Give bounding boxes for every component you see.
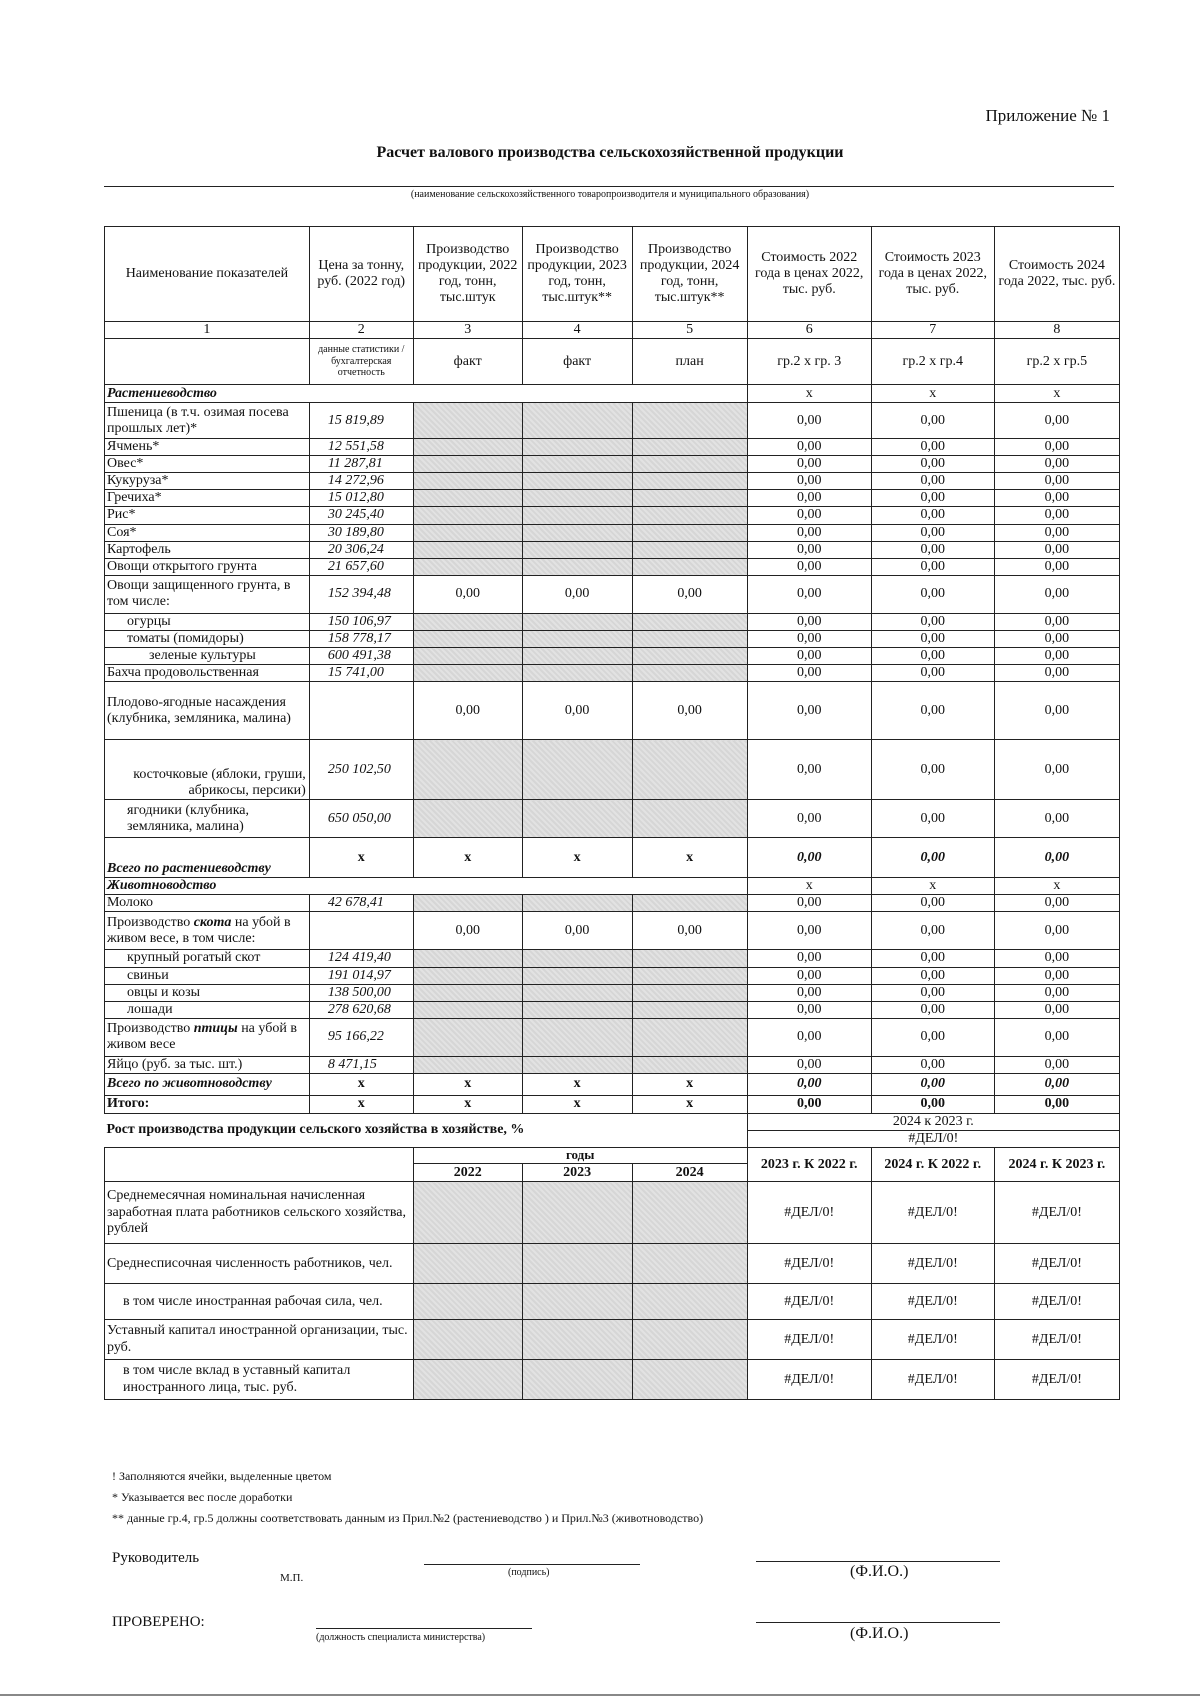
input-cell[interactable] bbox=[522, 403, 632, 439]
table-row: Молоко 42 678,41 0,00 0,00 0,00 bbox=[105, 895, 1120, 912]
row-name: Производство скота на убой в живом весе, в том числе: bbox=[105, 912, 310, 950]
price-input[interactable]: 42 678,41 bbox=[309, 895, 413, 912]
input-cell[interactable] bbox=[522, 1001, 632, 1018]
input-cell[interactable] bbox=[632, 456, 747, 473]
ratio-header: 2024 г. К 2023 г. bbox=[994, 1148, 1119, 1182]
growth-title: Рост производства продукции сельского хозяйства в хозяйстве, % bbox=[106, 1122, 525, 1138]
input-cell[interactable] bbox=[632, 439, 747, 456]
input-cell[interactable] bbox=[522, 439, 632, 456]
total-row-animal: Всего по животноводству х х х х 0,00 0,00 0,00 bbox=[105, 1073, 1120, 1095]
price-input[interactable]: 150 106,97 bbox=[309, 613, 413, 630]
col-number: 1 bbox=[105, 322, 310, 339]
row-name: Кукуруза* bbox=[105, 473, 310, 490]
table-row: Овощи защищенного грунта, в том числе: 152 394,48 0,00 0,00 0,00 0,00 0,00 0,00 bbox=[105, 575, 1120, 613]
input-cell[interactable] bbox=[522, 1056, 632, 1073]
input-cell[interactable] bbox=[522, 1182, 632, 1244]
input-cell[interactable] bbox=[522, 665, 632, 682]
table-row: Кукуруза* 14 272,96 0,00 0,00 0,00 bbox=[105, 473, 1120, 490]
formula-note: гр.2 х гр.4 bbox=[871, 339, 994, 385]
input-cell[interactable] bbox=[632, 507, 747, 524]
row-name: огурцы bbox=[105, 613, 310, 630]
input-cell[interactable] bbox=[522, 1244, 632, 1284]
input-cell[interactable] bbox=[632, 1018, 747, 1056]
input-cell[interactable] bbox=[413, 665, 522, 682]
row-name: Производство птицы на убой в живом весе bbox=[105, 1018, 310, 1056]
input-cell[interactable] bbox=[632, 1284, 747, 1320]
col-header-cost-2024: Стоимость 2024 года 2022, тыс. руб. bbox=[994, 227, 1119, 322]
footnote: * Указывается вес после доработки bbox=[112, 1490, 293, 1504]
col-number: 7 bbox=[871, 322, 994, 339]
table-row: лошади 278 620,68 0,00 0,00 0,00 bbox=[105, 1001, 1120, 1018]
input-cell[interactable] bbox=[632, 490, 747, 507]
input-cell[interactable] bbox=[632, 800, 747, 838]
row-name: Итого: bbox=[105, 1095, 310, 1113]
input-cell[interactable] bbox=[413, 630, 522, 647]
input-cell[interactable] bbox=[522, 984, 632, 1001]
input-cell[interactable] bbox=[522, 613, 632, 630]
price-input[interactable]: 21 657,60 bbox=[309, 558, 413, 575]
input-cell[interactable] bbox=[632, 665, 747, 682]
col-header-cost-2022: Стоимость 2022 года в ценах 2022, тыс. руб. bbox=[747, 227, 871, 322]
producer-line bbox=[104, 186, 1114, 187]
input-cell[interactable] bbox=[632, 1320, 747, 1360]
table-row: Производство скота на убой в живом весе, в том числе: 0,00 0,00 0,00 0,00 0,00 0,00 bbox=[105, 912, 1120, 950]
input-cell[interactable] bbox=[413, 1056, 522, 1073]
position-caption: (должность специалиста министерства) bbox=[316, 1632, 486, 1643]
price-input[interactable]: 15 819,89 bbox=[309, 403, 413, 439]
input-cell[interactable] bbox=[632, 1056, 747, 1073]
section-row-animal: Животноводство х х х bbox=[105, 878, 1120, 895]
input-cell[interactable] bbox=[413, 439, 522, 456]
row-name: зеленые культуры bbox=[105, 648, 310, 665]
years-label-row bbox=[105, 1148, 1120, 1164]
price-input[interactable]: 152 394,48 bbox=[309, 575, 413, 613]
growth-row: Уставный капитал иностранной организации, тыс. руб. #ДЕЛ/0! #ДЕЛ/0! #ДЕЛ/0! bbox=[105, 1320, 1120, 1360]
input-cell[interactable] bbox=[522, 648, 632, 665]
input-cell[interactable] bbox=[632, 630, 747, 647]
input-cell[interactable] bbox=[413, 1018, 522, 1056]
input-cell[interactable] bbox=[413, 740, 522, 800]
footnote: ! Заполняются ячейки, выделенные цветом bbox=[112, 1469, 332, 1483]
formula-note: гр.2 х гр.5 bbox=[994, 339, 1119, 385]
row-name: Всего по животноводству bbox=[105, 1073, 310, 1095]
row-name: Среднесписочная численность работников, чел. bbox=[105, 1244, 414, 1284]
table-row: овцы и козы 138 500,00 0,00 0,00 0,00 bbox=[105, 984, 1120, 1001]
table-row: томаты (помидоры) 158 778,17 0,00 0,00 0,00 bbox=[105, 630, 1120, 647]
input-cell[interactable] bbox=[632, 1001, 747, 1018]
input-cell[interactable] bbox=[632, 740, 747, 800]
input-cell[interactable] bbox=[522, 541, 632, 558]
input-cell[interactable] bbox=[632, 403, 747, 439]
formula-note: гр.2 х гр. 3 bbox=[747, 339, 871, 385]
checked-label: ПРОВЕРЕНО: bbox=[112, 1614, 205, 1630]
appendix-label: Приложение № 1 bbox=[985, 106, 1110, 125]
row-name: овцы и козы bbox=[105, 984, 310, 1001]
row-name: Бахча продовольственная bbox=[105, 665, 310, 682]
input-cell[interactable] bbox=[522, 950, 632, 967]
row-name: в том числе иностранная рабочая сила, чел. bbox=[105, 1284, 414, 1320]
price-input[interactable]: 95 166,22 bbox=[309, 1018, 413, 1056]
notes-row bbox=[105, 339, 1120, 385]
growth-row: в том числе иностранная рабочая сила, чел. #ДЕЛ/0! #ДЕЛ/0! #ДЕЛ/0! bbox=[105, 1284, 1120, 1320]
row-name: Уставный капитал иностранной организации, тыс. руб. bbox=[105, 1320, 414, 1360]
input-cell[interactable] bbox=[522, 1320, 632, 1360]
input-cell[interactable] bbox=[632, 524, 747, 541]
table-row: ягодники (клубника, земляника, малина) 650 050,00 0,00 0,00 0,00 bbox=[105, 800, 1120, 838]
input-cell[interactable] bbox=[522, 456, 632, 473]
row-name: Пшеница (в т.ч. озимая посева прошлых лет)* bbox=[105, 403, 310, 439]
ratio-header: 2023 г. К 2022 г. bbox=[747, 1148, 871, 1182]
table-row: Ячмень* 12 551,58 0,00 0,00 0,00 bbox=[105, 439, 1120, 456]
table-row: Рис* 30 245,40 0,00 0,00 0,00 bbox=[105, 507, 1120, 524]
input-cell[interactable] bbox=[522, 895, 632, 912]
input-cell[interactable] bbox=[522, 740, 632, 800]
table-row: Бахча продовольственная 15 741,00 0,00 0,00 0,00 bbox=[105, 665, 1120, 682]
year-header: 2023 bbox=[522, 1164, 632, 1182]
section-title: Растениеводство bbox=[105, 385, 748, 403]
input-cell[interactable] bbox=[413, 403, 522, 439]
table-row: Соя* 30 189,80 0,00 0,00 0,00 bbox=[105, 524, 1120, 541]
table-row: Овощи открытого грунта 21 657,60 0,00 0,00 0,00 bbox=[105, 558, 1120, 575]
input-cell[interactable] bbox=[522, 524, 632, 541]
growth-row: Среднесписочная численность работников, чел. #ДЕЛ/0! #ДЕЛ/0! #ДЕЛ/0! bbox=[105, 1244, 1120, 1284]
input-cell[interactable] bbox=[413, 648, 522, 665]
footnote: ** данные гр.4, гр.5 должны соответствовать данным из Прил.№2 (растениеводство ) и Прил.№3 (животноводство) bbox=[112, 1511, 704, 1525]
table-row: Картофель 20 306,24 0,00 0,00 0,00 bbox=[105, 541, 1120, 558]
col-number: 6 bbox=[747, 322, 871, 339]
col-header-name: Наименование показателей bbox=[105, 227, 310, 322]
footnotes bbox=[112, 1466, 703, 1529]
input-cell[interactable] bbox=[413, 1320, 522, 1360]
col-number: 2 bbox=[309, 322, 413, 339]
input-cell[interactable] bbox=[413, 1001, 522, 1018]
input-cell[interactable] bbox=[522, 967, 632, 984]
input-cell[interactable] bbox=[522, 630, 632, 647]
input-cell[interactable] bbox=[413, 541, 522, 558]
input-cell[interactable] bbox=[522, 1018, 632, 1056]
table-row: Производство птицы на убой в живом весе 95 166,22 0,00 0,00 0,00 bbox=[105, 1018, 1120, 1056]
input-cell[interactable] bbox=[632, 473, 747, 490]
price-input[interactable]: 11 287,81 bbox=[309, 456, 413, 473]
row-name: Овощи открытого грунта bbox=[105, 558, 310, 575]
price-input[interactable]: 250 102,50 bbox=[309, 740, 413, 800]
price-input[interactable]: 15 012,80 bbox=[309, 490, 413, 507]
input-cell[interactable] bbox=[632, 895, 747, 912]
total-row-plant: Всего по растениеводству х х х х 0,00 0,00 0,00 bbox=[105, 838, 1120, 878]
price-input[interactable]: 12 551,58 bbox=[309, 439, 413, 456]
row-name: томаты (помидоры) bbox=[105, 630, 310, 647]
input-cell[interactable] bbox=[413, 558, 522, 575]
table-row: свиньи 191 014,97 0,00 0,00 0,00 bbox=[105, 967, 1120, 984]
position-line bbox=[316, 1628, 532, 1629]
growth-row: в том числе вклад в уставный капитал иностранного лица, тыс. руб. #ДЕЛ/0! #ДЕЛ/0! #ДЕЛ/0! bbox=[105, 1360, 1120, 1400]
input-cell[interactable] bbox=[522, 473, 632, 490]
input-cell[interactable] bbox=[632, 967, 747, 984]
row-name: Овощи защищенного грунта, в том числе: bbox=[105, 575, 310, 613]
input-cell[interactable] bbox=[413, 1182, 522, 1244]
price-input[interactable]: 20 306,24 bbox=[309, 541, 413, 558]
table-row: Гречиха* 15 012,80 0,00 0,00 0,00 bbox=[105, 490, 1120, 507]
growth-ratio-label-row bbox=[105, 1113, 1120, 1130]
input-cell[interactable] bbox=[522, 800, 632, 838]
input-cell[interactable] bbox=[522, 1360, 632, 1400]
producer-caption: (наименование сельскохозяйственного товаропроизводителя и муниципального образования) bbox=[410, 189, 810, 200]
table-row: косточковые (яблоки, груши, абрикосы, персики) 250 102,50 0,00 0,00 0,00 bbox=[105, 740, 1120, 800]
row-name: Ячмень* bbox=[105, 439, 310, 456]
row-name: ягодники (клубника, земляника, малина) bbox=[105, 800, 310, 838]
row-name: Гречиха* bbox=[105, 490, 310, 507]
price-input[interactable]: 8 471,15 bbox=[309, 1056, 413, 1073]
row-name: Соя* bbox=[105, 524, 310, 541]
col-number: 5 bbox=[632, 322, 747, 339]
input-cell[interactable] bbox=[413, 895, 522, 912]
fio-caption: (Ф.И.О.) bbox=[850, 1563, 909, 1580]
row-name: Овес* bbox=[105, 456, 310, 473]
row-name: Среднемесячная номинальная начисленная заработная плата работников сельского хозяйства, рублей bbox=[105, 1182, 414, 1244]
grand-total-row: Итого: х х х х 0,00 0,00 0,00 bbox=[105, 1095, 1120, 1113]
fio-caption: (Ф.И.О.) bbox=[850, 1625, 909, 1642]
input-cell[interactable] bbox=[522, 558, 632, 575]
year-header: 2022 bbox=[413, 1164, 522, 1182]
fio-line bbox=[756, 1561, 1000, 1562]
col-header-price: Цена за тонну, руб. (2022 год) bbox=[309, 227, 413, 322]
col-header-cost-2023: Стоимость 2023 года в ценах 2022, тыс. руб. bbox=[871, 227, 994, 322]
input-cell[interactable] bbox=[413, 967, 522, 984]
row-name: лошади bbox=[105, 1001, 310, 1018]
note-fact: факт bbox=[522, 339, 632, 385]
row-name: Плодово-ягодные насаждения (клубника, земляника, малина) bbox=[105, 682, 310, 740]
price-input[interactable]: 14 272,96 bbox=[309, 473, 413, 490]
table-row: огурцы 150 106,97 0,00 0,00 0,00 bbox=[105, 613, 1120, 630]
price-input[interactable]: 278 620,68 bbox=[309, 1001, 413, 1018]
input-cell[interactable] bbox=[632, 950, 747, 967]
table-row: Яйцо (руб. за тыс. шт.) 8 471,15 0,00 0,00 0,00 bbox=[105, 1056, 1120, 1073]
col-number: 4 bbox=[522, 322, 632, 339]
input-cell[interactable] bbox=[632, 1182, 747, 1244]
price-input[interactable]: 600 491,38 bbox=[309, 648, 413, 665]
row-name: Всего по растениеводству bbox=[105, 838, 310, 878]
header-row bbox=[105, 227, 1120, 322]
col-header-prod-2022: Производство продукции, 2022 год, тонн, тыс.штук bbox=[413, 227, 522, 322]
price-input[interactable]: 138 500,00 bbox=[309, 984, 413, 1001]
price-input[interactable]: 124 419,40 bbox=[309, 950, 413, 967]
input-cell[interactable] bbox=[413, 490, 522, 507]
input-cell[interactable] bbox=[522, 507, 632, 524]
note-fact: факт bbox=[413, 339, 522, 385]
input-cell[interactable] bbox=[413, 524, 522, 541]
input-cell[interactable] bbox=[522, 1284, 632, 1320]
head-label: Руководитель bbox=[112, 1550, 200, 1566]
section-row-plant: Растениеводство х х х bbox=[105, 385, 1120, 403]
table-row: Плодово-ягодные насаждения (клубника, земляника, малина) 0,00 0,00 0,00 0,00 0,00 0,00 bbox=[105, 682, 1120, 740]
ratio-header: 2024 г. К 2022 г. bbox=[871, 1148, 994, 1182]
row-name: Рис* bbox=[105, 507, 310, 524]
col-number: 3 bbox=[413, 322, 522, 339]
row-name: Картофель bbox=[105, 541, 310, 558]
note-plan: план bbox=[632, 339, 747, 385]
input-cell[interactable] bbox=[522, 490, 632, 507]
input-cell[interactable] bbox=[632, 613, 747, 630]
table-row: крупный рогатый скот 124 419,40 0,00 0,00 0,00 bbox=[105, 950, 1120, 967]
col-header-prod-2024: Производство продукции, 2024 год, тонн, тыс.штук** bbox=[632, 227, 747, 322]
row-name: крупный рогатый скот bbox=[105, 950, 310, 967]
price-input[interactable]: 650 050,00 bbox=[309, 800, 413, 838]
growth-row: Среднемесячная номинальная начисленная заработная плата работников сельского хозяйства, рублей #ДЕЛ/0! #ДЕЛ/0! #ДЕЛ/0! bbox=[105, 1182, 1120, 1244]
source-note: данные статистики /бухгалтерская отчетность bbox=[309, 339, 413, 385]
input-cell[interactable] bbox=[632, 1360, 747, 1400]
growth-ratio-label: 2024 к 2023 г. bbox=[747, 1113, 1119, 1130]
table-row: Овес* 11 287,81 0,00 0,00 0,00 bbox=[105, 456, 1120, 473]
input-cell[interactable] bbox=[413, 456, 522, 473]
col-number: 8 bbox=[994, 322, 1119, 339]
column-number-row bbox=[105, 322, 1120, 339]
input-cell[interactable] bbox=[632, 648, 747, 665]
years-label: годы bbox=[413, 1148, 747, 1164]
input-cell[interactable] bbox=[632, 558, 747, 575]
signature-line bbox=[424, 1564, 640, 1565]
row-name: Яйцо (руб. за тыс. шт.) bbox=[105, 1056, 310, 1073]
fio-line bbox=[756, 1622, 1000, 1623]
price-input[interactable]: 191 014,97 bbox=[309, 967, 413, 984]
growth-ratio-value: #ДЕЛ/0! bbox=[747, 1130, 1119, 1147]
row-name: в том числе вклад в уставный капитал иностранного лица, тыс. руб. bbox=[105, 1360, 414, 1400]
col-header-prod-2023: Производство продукции, 2023 год, тонн, тыс.штук** bbox=[522, 227, 632, 322]
row-name: Молоко bbox=[105, 895, 310, 912]
section-title: Животноводство bbox=[105, 878, 748, 895]
production-table bbox=[104, 226, 1120, 1400]
table-row: Пшеница (в т.ч. озимая посева прошлых лет)* 15 819,89 0,00 0,00 0,00 bbox=[105, 403, 1120, 439]
input-cell[interactable] bbox=[632, 1244, 747, 1284]
price-input[interactable]: 30 189,80 bbox=[309, 524, 413, 541]
page-edge bbox=[0, 1694, 1200, 1696]
document-title: Расчет валового производства сельскохозяйственной продукции bbox=[376, 144, 844, 161]
input-cell[interactable] bbox=[413, 950, 522, 967]
input-cell[interactable] bbox=[413, 984, 522, 1001]
input-cell[interactable] bbox=[413, 613, 522, 630]
year-header: 2024 bbox=[632, 1164, 747, 1182]
price-input[interactable]: 15 741,00 bbox=[309, 665, 413, 682]
table-row: зеленые культуры 600 491,38 0,00 0,00 0,00 bbox=[105, 648, 1120, 665]
input-cell[interactable] bbox=[413, 507, 522, 524]
price-input[interactable]: 158 778,17 bbox=[309, 630, 413, 647]
input-cell[interactable] bbox=[413, 1284, 522, 1320]
row-name: свиньи bbox=[105, 967, 310, 984]
input-cell[interactable] bbox=[413, 1244, 522, 1284]
input-cell[interactable] bbox=[632, 541, 747, 558]
input-cell[interactable] bbox=[632, 984, 747, 1001]
row-name: косточковые (яблоки, груши, абрикосы, персики) bbox=[105, 740, 310, 800]
price-input[interactable]: 30 245,40 bbox=[309, 507, 413, 524]
stamp-mark: М.П. bbox=[280, 1572, 304, 1584]
input-cell[interactable] bbox=[413, 1360, 522, 1400]
signature-caption: (подпись) bbox=[508, 1567, 550, 1578]
input-cell[interactable] bbox=[413, 800, 522, 838]
input-cell[interactable] bbox=[413, 473, 522, 490]
